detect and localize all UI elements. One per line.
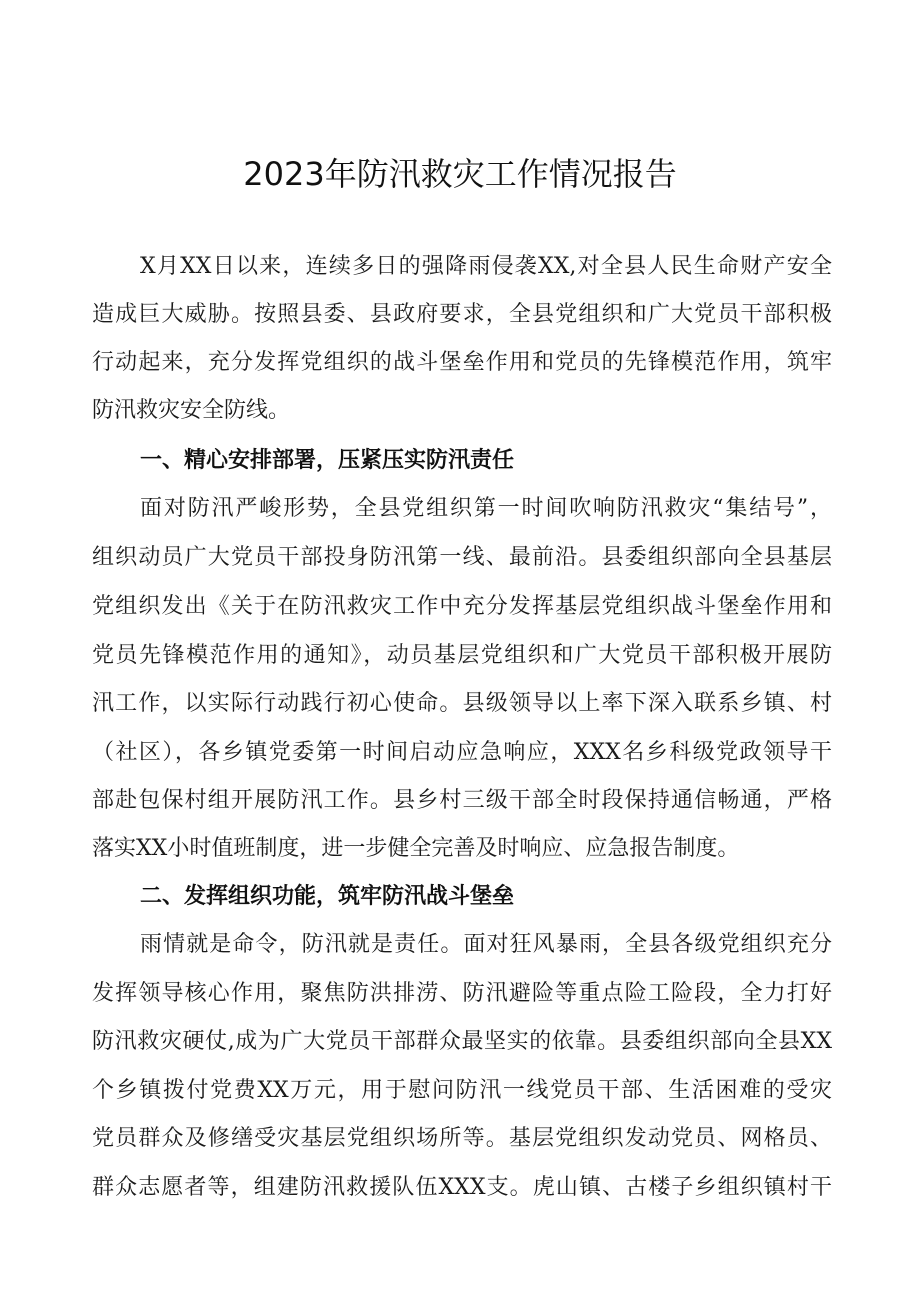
paragraph-line: 个乡镇拨付党费XX万元，用于慰问防汛一线党员干部、生活困难的受灾 xyxy=(92,1078,832,1103)
paragraph-line: 行动起来，充分发挥党组织的战斗堡垒作用和党员的先锋模范作用，筑牢 xyxy=(92,350,832,375)
paragraph-line: 党组织发出《关于在防汛救灾工作中充分发挥基层党组织战斗堡垒作用和 xyxy=(92,594,832,619)
paragraph-line: 面对防汛严峻形势，全县党组织第一时间吹响防汛救灾“集结号”， xyxy=(140,496,832,521)
paragraph-line: 群众志愿者等，组建防汛救援队伍XXX支。虎山镇、古楼子乡组织镇村干 xyxy=(92,1175,832,1200)
paragraph-line: 汛工作，以实际行动践行初心使命。县级领导以上率下深入联系乡镇、村 xyxy=(92,691,832,716)
paragraph-line: 党员群众及修缮受灾基层党组织场所等。基层党组织发动党员、网格员、 xyxy=(92,1126,832,1151)
paragraph-line: 防汛救灾硬仗,成为广大党员干部群众最坚实的依靠。县委组织部向全县XX xyxy=(92,1029,832,1054)
paragraph-line: 组织动员广大党员干部投身防汛第一线、最前沿。县委组织部向全县基层 xyxy=(92,545,832,570)
paragraph-line: 雨情就是命令，防汛就是责任。面对狂风暴雨，全县各级党组织充分 xyxy=(140,932,832,957)
paragraph-line: 发挥领导核心作用，聚焦防洪排涝、防汛避险等重点险工险段，全力打好 xyxy=(92,981,832,1006)
section-heading-1: 一、精心安排部署，压紧压实防汛责任 xyxy=(140,448,515,473)
section-heading-2: 二、发挥组织功能，筑牢防汛战斗堡垒 xyxy=(140,884,515,909)
document-title: 2023年防汛救灾工作情况报告 xyxy=(243,155,677,193)
paragraph-line: （社区），各乡镇党委第一时间启动应急响应，XXX名乡科级党政领导干 xyxy=(92,740,832,765)
paragraph-line: 落实XX小时值班制度，进一步健全完善及时响应、应急报告制度。 xyxy=(92,836,740,861)
paragraph-line: X月XX日以来，连续多日的强降雨侵袭XX,对全县人民生命财产安全 xyxy=(140,254,832,279)
paragraph-line: 造成巨大威胁。按照县委、县政府要求，全县党组织和广大党员干部积极 xyxy=(92,302,832,327)
paragraph-line: 部赴包保村组开展防汛工作。县乡村三级干部全时段保持通信畅通，严格 xyxy=(92,788,832,813)
paragraph-line: 党员先锋模范作用的通知》，动员基层党组织和广大党员干部积极开展防 xyxy=(92,643,832,668)
paragraph-line: 防汛救灾安全防线。 xyxy=(92,398,291,423)
